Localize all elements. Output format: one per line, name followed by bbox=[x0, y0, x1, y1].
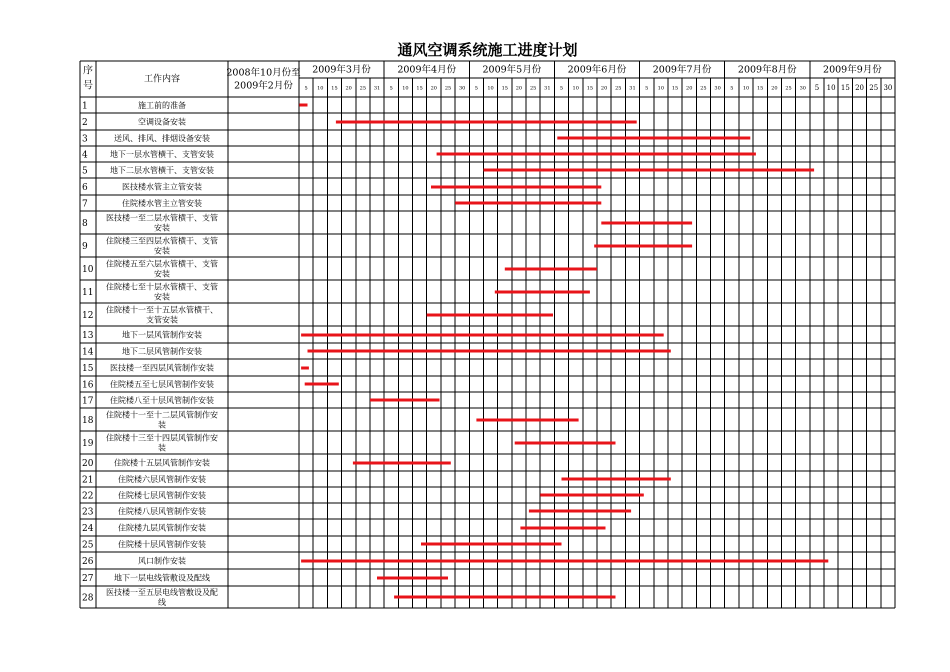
page-title: 通风空调系统施工进度计划 bbox=[397, 41, 578, 59]
task-name: 安装 bbox=[154, 269, 170, 279]
task-name: 住院楼十一至十五层水管横干、 bbox=[106, 305, 218, 315]
table-row bbox=[82, 410, 218, 430]
day-tick-label: 20 bbox=[600, 85, 608, 92]
gantt-bar bbox=[437, 153, 756, 156]
day-tick-label: 20 bbox=[345, 85, 352, 92]
row-number: 17 bbox=[82, 396, 94, 407]
day-tick-label: 5 bbox=[304, 85, 308, 92]
table-row bbox=[82, 573, 210, 585]
task-name: 住院楼十层风管制作安装 bbox=[118, 540, 206, 549]
gantt-bar bbox=[562, 478, 671, 481]
table-row bbox=[82, 182, 202, 194]
table-row bbox=[82, 506, 206, 518]
gantt-bar bbox=[301, 367, 309, 370]
task-name: 住院楼十五层风管制作安装 bbox=[114, 458, 210, 468]
gantt-bar bbox=[455, 202, 601, 205]
month-header: 2009年7月份 bbox=[652, 64, 712, 76]
task-name: 住院楼五至七层风管制作安装 bbox=[110, 380, 214, 389]
task-name: 医技楼水管主立管安装 bbox=[122, 182, 202, 192]
table-row bbox=[82, 395, 214, 407]
gantt-bar bbox=[557, 137, 750, 140]
day-tick-label: 15 bbox=[671, 85, 679, 92]
gantt-bar bbox=[305, 383, 339, 386]
gantt-bar bbox=[336, 121, 637, 124]
row-number: 21 bbox=[82, 475, 94, 486]
table-row bbox=[82, 100, 186, 112]
gantt-bar bbox=[377, 577, 448, 580]
table-row bbox=[82, 539, 206, 551]
task-name: 医技楼一至二层水管横干、支管 bbox=[106, 213, 218, 223]
table-row bbox=[82, 490, 206, 502]
task-name: 地下二层水管横干、支管安装 bbox=[110, 166, 214, 175]
task-name: 安装 bbox=[154, 292, 170, 302]
gantt-bar bbox=[299, 104, 307, 107]
task-name: 住院楼水管主立管安装 bbox=[122, 199, 202, 208]
task-name: 住院楼六层风管制作安装 bbox=[118, 475, 206, 484]
gantt-bar bbox=[529, 510, 631, 513]
day-tick-label: 31 bbox=[373, 85, 381, 92]
row-number: 22 bbox=[82, 491, 94, 502]
seq-header: 号 bbox=[83, 80, 93, 92]
row-number: 27 bbox=[82, 574, 94, 584]
day-tick-label: 25 bbox=[700, 85, 707, 92]
task-name: 安装 bbox=[154, 246, 170, 256]
row-number: 24 bbox=[82, 524, 94, 534]
table-row bbox=[82, 474, 206, 486]
day-tick-label: 25 bbox=[444, 85, 452, 92]
task-name: 地下二层风管制作安装 bbox=[122, 347, 202, 356]
table-row bbox=[82, 236, 218, 256]
table-row bbox=[82, 198, 202, 210]
row-number: 23 bbox=[82, 507, 94, 518]
day-tick-label: 15 bbox=[840, 84, 850, 92]
gantt-bar bbox=[308, 350, 671, 353]
day-tick-label: 5 bbox=[389, 85, 393, 92]
task-name: 安装 bbox=[154, 223, 170, 233]
table-row bbox=[82, 213, 218, 233]
day-tick-label: 20 bbox=[686, 85, 693, 92]
day-tick-label: 25 bbox=[785, 85, 792, 92]
row-number: 9 bbox=[82, 242, 88, 252]
day-tick-label: 5 bbox=[474, 85, 478, 92]
row-number: 14 bbox=[82, 347, 94, 358]
table-row bbox=[82, 165, 214, 177]
month-header: 2009年4月份 bbox=[397, 64, 457, 76]
task-name: 装 bbox=[158, 420, 166, 430]
gantt-bar bbox=[505, 268, 597, 271]
task-name: 地下一层电线管敷设及配线 bbox=[114, 573, 210, 583]
row-number: 4 bbox=[82, 150, 88, 161]
row-number: 16 bbox=[82, 380, 94, 391]
gantt-bar bbox=[353, 462, 451, 465]
day-tick-label: 15 bbox=[586, 85, 594, 92]
day-tick-label: 5 bbox=[814, 84, 820, 92]
day-tick-label: 30 bbox=[883, 84, 893, 92]
table-row bbox=[82, 379, 214, 391]
row-number: 2 bbox=[82, 118, 88, 128]
gantt-bar bbox=[476, 419, 578, 422]
task-name: 住院楼七层风管制作安装 bbox=[118, 491, 206, 500]
day-tick-label: 10 bbox=[402, 85, 409, 92]
day-tick-label: 10 bbox=[742, 85, 750, 92]
task-header: 工作内容 bbox=[143, 74, 181, 85]
task-name: 住院楼八至十层风管制作安装 bbox=[110, 396, 214, 405]
gantt-bar bbox=[495, 291, 590, 294]
table-row bbox=[82, 433, 218, 453]
day-tick-label: 31 bbox=[544, 85, 551, 92]
gantt-bar bbox=[427, 314, 553, 317]
table-row bbox=[82, 133, 210, 145]
day-tick-label: 20 bbox=[515, 85, 523, 92]
month-header: 2009年8月份 bbox=[737, 64, 797, 76]
day-tick-label: 15 bbox=[757, 85, 764, 92]
task-name: 住院楼七至十层水管横干、支管 bbox=[106, 282, 218, 292]
row-number: 7 bbox=[82, 199, 88, 210]
day-tick-label: 15 bbox=[501, 85, 508, 92]
prep-period-header: 2009年2月份 bbox=[234, 80, 293, 92]
row-number: 1 bbox=[82, 101, 88, 112]
day-tick-label: 10 bbox=[657, 85, 665, 92]
day-tick-label: 5 bbox=[559, 85, 564, 92]
gantt-bar bbox=[431, 186, 601, 189]
row-number: 11 bbox=[82, 288, 94, 298]
day-tick-label: 25 bbox=[529, 85, 537, 92]
gantt-bar bbox=[301, 334, 664, 337]
table-row bbox=[82, 587, 218, 607]
row-number: 25 bbox=[82, 540, 94, 551]
task-name: 住院楼三至四层水管横干、支管 bbox=[106, 236, 218, 246]
row-number: 19 bbox=[82, 439, 94, 449]
gantt-bar bbox=[421, 543, 562, 546]
day-tick-label: 10 bbox=[487, 85, 494, 92]
day-tick-label: 25 bbox=[359, 85, 367, 92]
day-tick-label: 10 bbox=[317, 85, 324, 92]
gantt-bar bbox=[370, 399, 440, 402]
day-tick-label: 5 bbox=[730, 85, 734, 92]
day-tick-label: 20 bbox=[855, 84, 864, 92]
table-row bbox=[82, 458, 210, 470]
gantt-bar bbox=[394, 596, 615, 599]
day-tick-label: 10 bbox=[826, 84, 836, 92]
day-tick-label: 30 bbox=[799, 85, 806, 92]
task-name: 住院楼十一至十二层风管制作安 bbox=[106, 410, 218, 420]
day-tick-label: 10 bbox=[572, 85, 579, 92]
day-tick-label: 25 bbox=[615, 85, 622, 92]
row-number: 6 bbox=[82, 183, 88, 193]
month-header: 2009年5月份 bbox=[482, 64, 542, 76]
table-row bbox=[82, 259, 218, 279]
day-tick-label: 30 bbox=[459, 85, 466, 92]
gantt-bar bbox=[601, 222, 692, 225]
day-tick-label: 25 bbox=[869, 84, 879, 92]
row-number: 5 bbox=[82, 166, 88, 177]
row-number: 28 bbox=[82, 593, 94, 604]
day-tick-label: 15 bbox=[331, 85, 338, 92]
task-name: 地下一层风管制作安装 bbox=[122, 330, 202, 340]
row-number: 10 bbox=[82, 265, 94, 275]
table-body bbox=[82, 100, 218, 607]
table-row bbox=[82, 282, 218, 302]
month-header: 2009年6月份 bbox=[567, 64, 627, 76]
day-tick-label: 15 bbox=[416, 85, 423, 92]
table-row bbox=[82, 363, 214, 375]
task-name: 装 bbox=[158, 443, 166, 453]
day-tick-label: 5 bbox=[645, 85, 649, 92]
month-header: 2009年9月份 bbox=[823, 64, 882, 76]
row-number: 18 bbox=[82, 416, 94, 426]
day-tick-label: 20 bbox=[771, 85, 778, 92]
day-tick-label: 30 bbox=[714, 85, 721, 92]
row-number: 12 bbox=[82, 311, 94, 321]
task-name: 住院楼八层风管制作安装 bbox=[118, 507, 206, 516]
row-number: 15 bbox=[82, 364, 94, 374]
table-row bbox=[82, 523, 206, 535]
seq-header: 序 bbox=[83, 65, 93, 77]
task-name: 线 bbox=[158, 598, 166, 607]
table-row bbox=[82, 330, 202, 342]
task-name: 医技楼一至五层电线管敷设及配 bbox=[106, 588, 218, 597]
task-name: 住院楼五至六层水管横干、支管 bbox=[106, 259, 218, 269]
gantt-bar bbox=[301, 560, 828, 563]
month-header: 2009年3月份 bbox=[312, 64, 371, 76]
task-name: 住院楼九层风管制作安装 bbox=[118, 523, 206, 533]
day-tick-label: 20 bbox=[430, 85, 437, 92]
row-number: 8 bbox=[82, 219, 88, 229]
row-number: 3 bbox=[82, 134, 88, 145]
table-row bbox=[82, 556, 186, 568]
row-number: 20 bbox=[82, 459, 94, 469]
task-name: 住院楼十三至十四层风管制作安 bbox=[106, 433, 218, 443]
table-row bbox=[82, 346, 202, 358]
table-row bbox=[82, 149, 214, 161]
gantt-bar bbox=[484, 169, 815, 172]
gantt-bar bbox=[594, 245, 692, 248]
task-name: 施工前的准备 bbox=[138, 101, 186, 110]
gantt-bar bbox=[520, 527, 605, 530]
task-name: 空调设备安装 bbox=[138, 117, 186, 127]
table-row bbox=[82, 305, 218, 325]
task-name: 风口制作安装 bbox=[138, 556, 186, 566]
gantt-bar bbox=[515, 442, 616, 445]
task-name: 地下一层水管横干、支管安装 bbox=[110, 150, 214, 159]
gantt-bar bbox=[540, 494, 644, 497]
task-name: 支管安装 bbox=[146, 315, 178, 325]
task-name: 送风、排风、排烟设备安装 bbox=[114, 134, 210, 143]
day-tick-label: 31 bbox=[629, 85, 636, 92]
table-row bbox=[82, 117, 186, 129]
row-number: 26 bbox=[82, 557, 94, 567]
prep-period-header: 2008年10月份至 bbox=[226, 67, 301, 79]
row-number: 13 bbox=[82, 331, 94, 341]
task-name: 医技楼一至四层风管制作安装 bbox=[110, 363, 214, 373]
